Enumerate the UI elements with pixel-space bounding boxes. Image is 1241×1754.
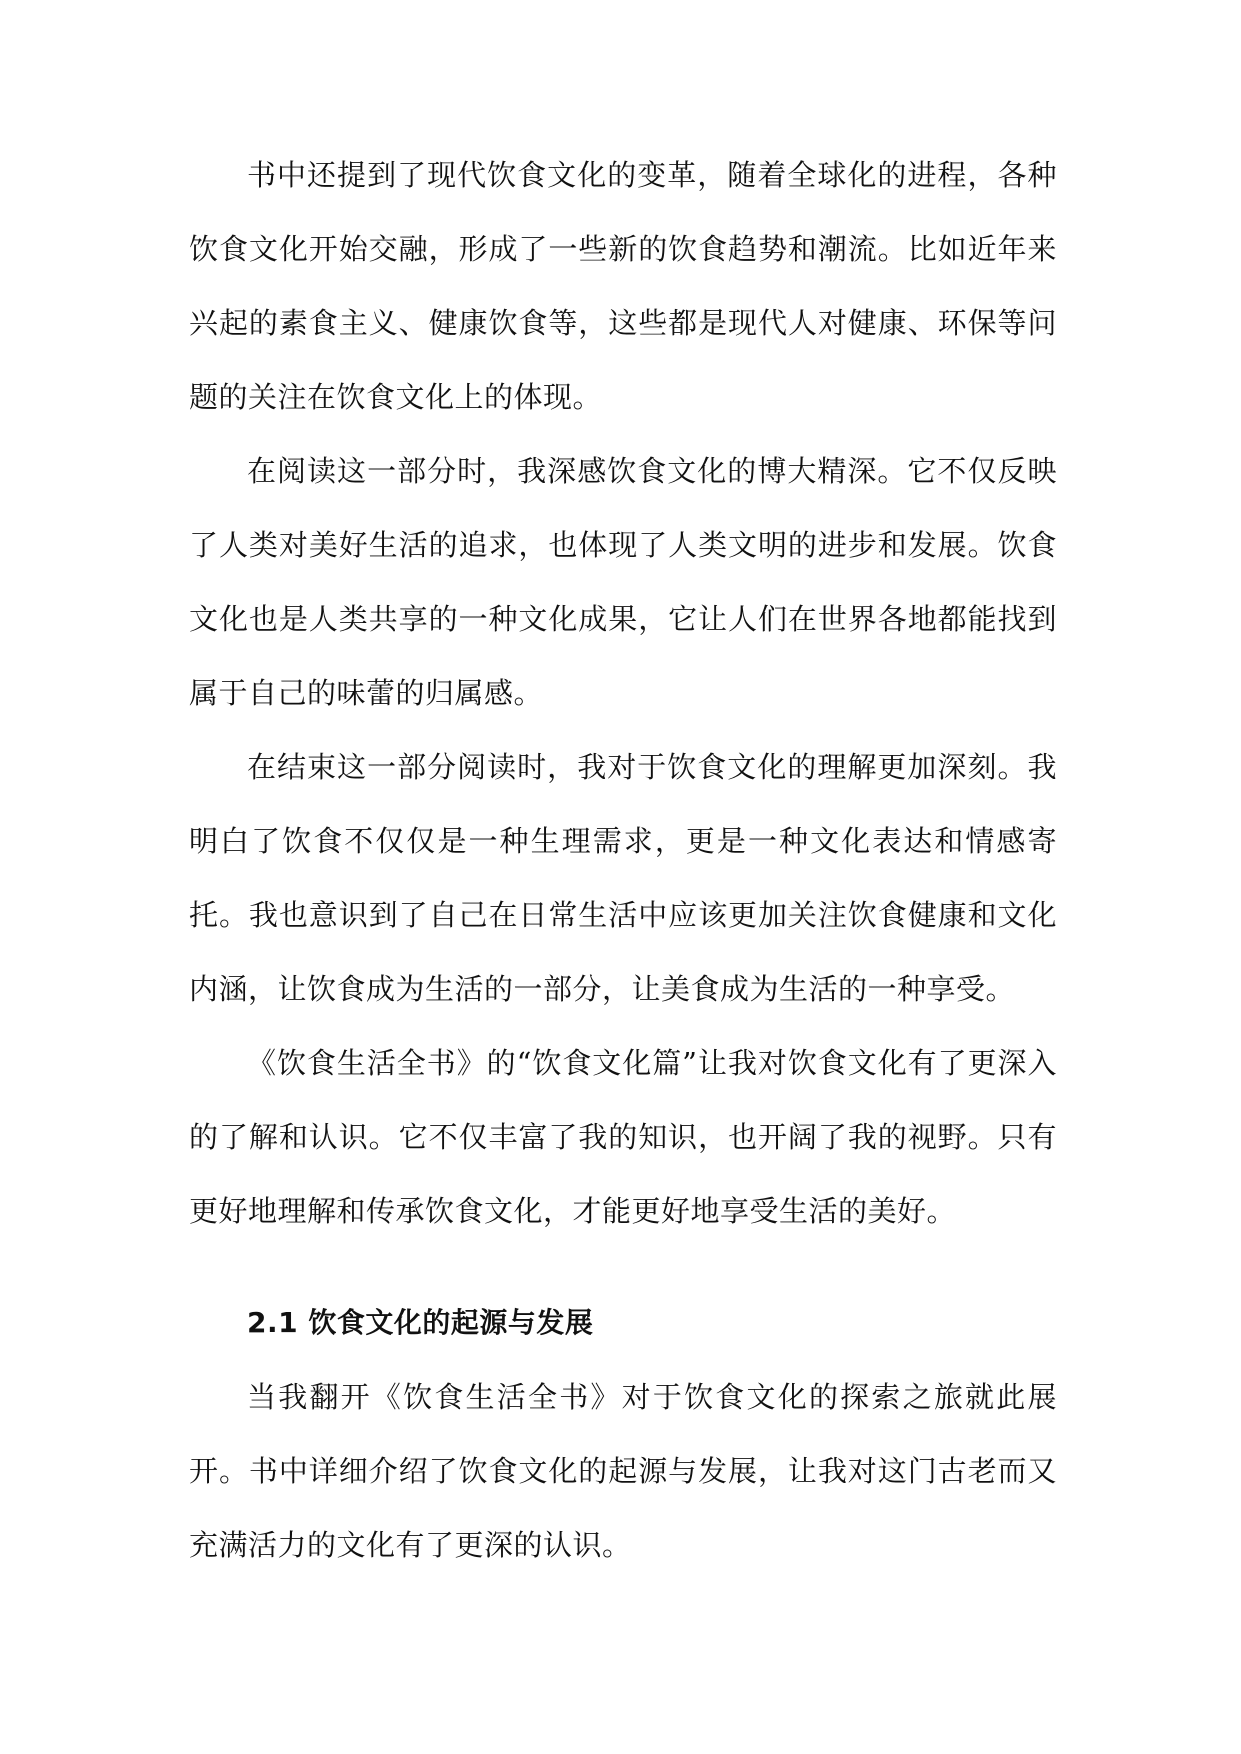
document-body: [189, 138, 1057, 1582]
section-heading: 2.1 饮食文化的起源与发展: [247, 1306, 594, 1339]
paragraph: 《饮食生活全书》的“饮食文化篇”让我对饮食文化有了更深入的了解和认识。它不仅丰富了我的知识，也开阔了我的视野。只有更好地理解和传承饮食文化，才能更好地享受生活的美好。: [189, 1046, 1057, 1228]
paragraph: 在阅读这一部分时，我深感饮食文化的博大精深。它不仅反映了人类对美好生活的追求，也体现了人类文明的进步和发展。饮食文化也是人类共享的一种文化成果，它让人们在世界各地都能找到属于自己的味蕾的归属感。: [189, 454, 1057, 710]
paragraph: 当我翻开《饮食生活全书》对于饮食文化的探索之旅就此展开。书中详细介绍了饮食文化的起源与发展，让我对这门古老而又充满活力的文化有了更深的认识。: [189, 1380, 1057, 1562]
paragraph: 在结束这一部分阅读时，我对于饮食文化的理解更加深刻。我明白了饮食不仅仅是一种生理需求，更是一种文化表达和情感寄托。我也意识到了自己在日常生活中应该更加关注饮食健康和文化内涵，让饮食成为生活的一部分，让美食成为生活的一种享受。: [189, 750, 1057, 1006]
paragraph: 书中还提到了现代饮食文化的变革，随着全球化的进程，各种饮食文化开始交融，形成了一些新的饮食趋势和潮流。比如近年来兴起的素食主义、健康饮食等，这些都是现代人对健康、环保等问题的关注在饮食文化上的体现。: [189, 158, 1057, 414]
